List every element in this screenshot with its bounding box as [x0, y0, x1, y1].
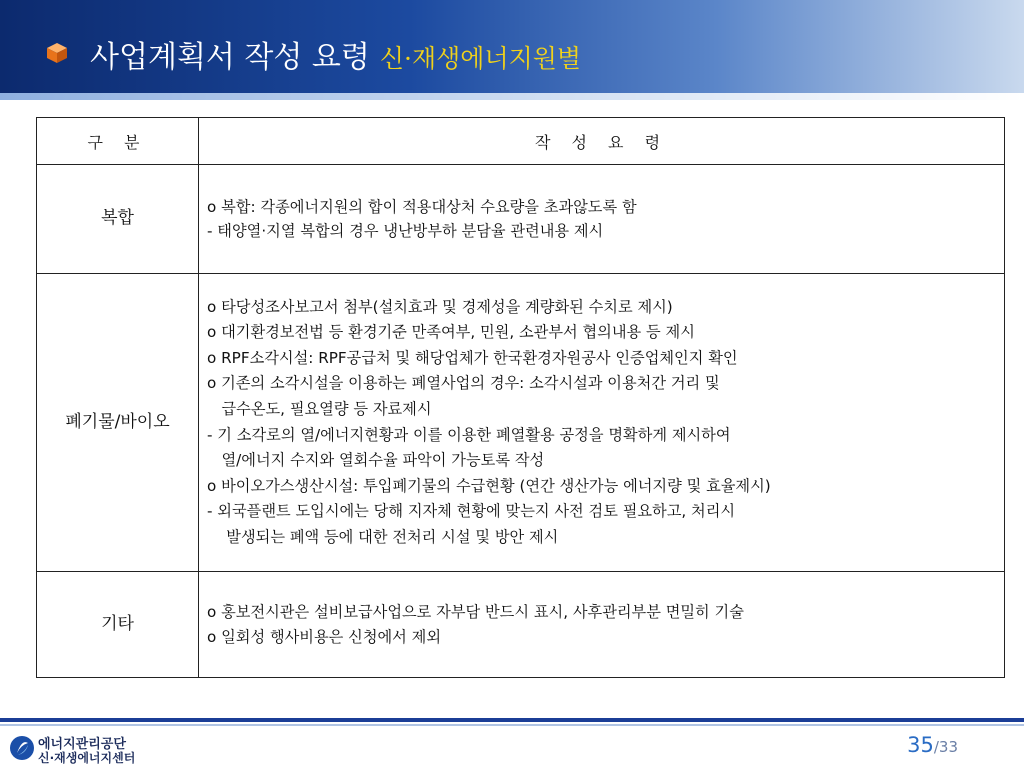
page-title	[90, 32, 581, 76]
content-line: o 타당성조사보고서 첨부(설치효과 및 경제성을 계량화된 수치로 제시)	[207, 297, 673, 316]
org-name: 에너지관리공단	[38, 737, 126, 752]
row-content	[199, 572, 1005, 678]
row-category: 기타	[37, 572, 199, 678]
header-category: 구 분	[37, 118, 199, 165]
header-guideline: 작 성 요 령	[199, 118, 1005, 165]
title-text: 사업계획서 작성 요령	[90, 40, 370, 75]
energy-logo-icon	[9, 735, 35, 761]
content-line: o 바이오가스생산시설: 투입폐기물의 수급현황 (연간 생산가능 에너지량 및 효율제시)	[207, 476, 771, 495]
table-row	[37, 274, 1005, 572]
content-line: - 기 소각로의 열/에너지현황과 이를 이용한 폐열활용 공정을 명확하게 제시하여	[207, 425, 731, 444]
table-row	[37, 572, 1005, 678]
page-number	[907, 733, 958, 757]
content-line: 열/에너지 수지와 열회수율 파악이 가능토록 작성	[207, 451, 545, 470]
subtitle-text: 신·재생에너지원별	[379, 44, 582, 73]
content-line: o 홍보전시관은 설비보급사업으로 자부담 반드시 표시, 사후관리부분 면밀히 기술	[207, 603, 744, 621]
page-current: 35	[907, 733, 934, 757]
org-subname: 신·재생에너지센터	[38, 751, 136, 765]
content-line: 발생되는 폐액 등에 대한 전처리 시설 및 방안 제시	[207, 527, 559, 546]
content-line: o 일회성 행사비용은 신청에서 제외	[207, 627, 441, 646]
cube-icon	[46, 42, 68, 64]
page-total: /33	[933, 738, 958, 756]
table-row	[37, 165, 1005, 274]
table-header-row	[37, 118, 1005, 165]
row-content	[199, 274, 1005, 572]
row-category: 폐기물/바이오	[37, 274, 199, 572]
footer-bar	[0, 718, 1024, 722]
content-line: o 복합: 각종에너지원의 합이 적용대상처 수요량을 초과않도록 함	[207, 197, 637, 216]
content-line: - 태양열·지열 복합의 경우 냉난방부하 분담율 관련내용 제시	[207, 222, 604, 240]
content-line: o 대기환경보전법 등 환경기준 만족여부, 민원, 소관부서 협의내용 등 제시	[207, 323, 695, 342]
guideline-table	[36, 117, 1005, 678]
content-line: o RPF소각시설: RPF공급처 및 해당업체가 한국환경자원공사 인증업체인지 확인	[207, 348, 738, 367]
header-stripe	[0, 93, 1024, 100]
content-line: - 외국플랜트 도입시에는 당해 지자체 현황에 맞는지 사전 검토 필요하고, 처리시	[207, 502, 736, 521]
content-line: o 기존의 소각시설을 이용하는 폐열사업의 경우: 소각시설과 이용처간 거리 및	[207, 374, 720, 393]
row-category: 복합	[37, 165, 199, 274]
content-line: 급수온도, 필요열량 등 자료제시	[207, 399, 432, 418]
row-content	[199, 165, 1005, 274]
footer-bar-light	[0, 724, 1024, 726]
